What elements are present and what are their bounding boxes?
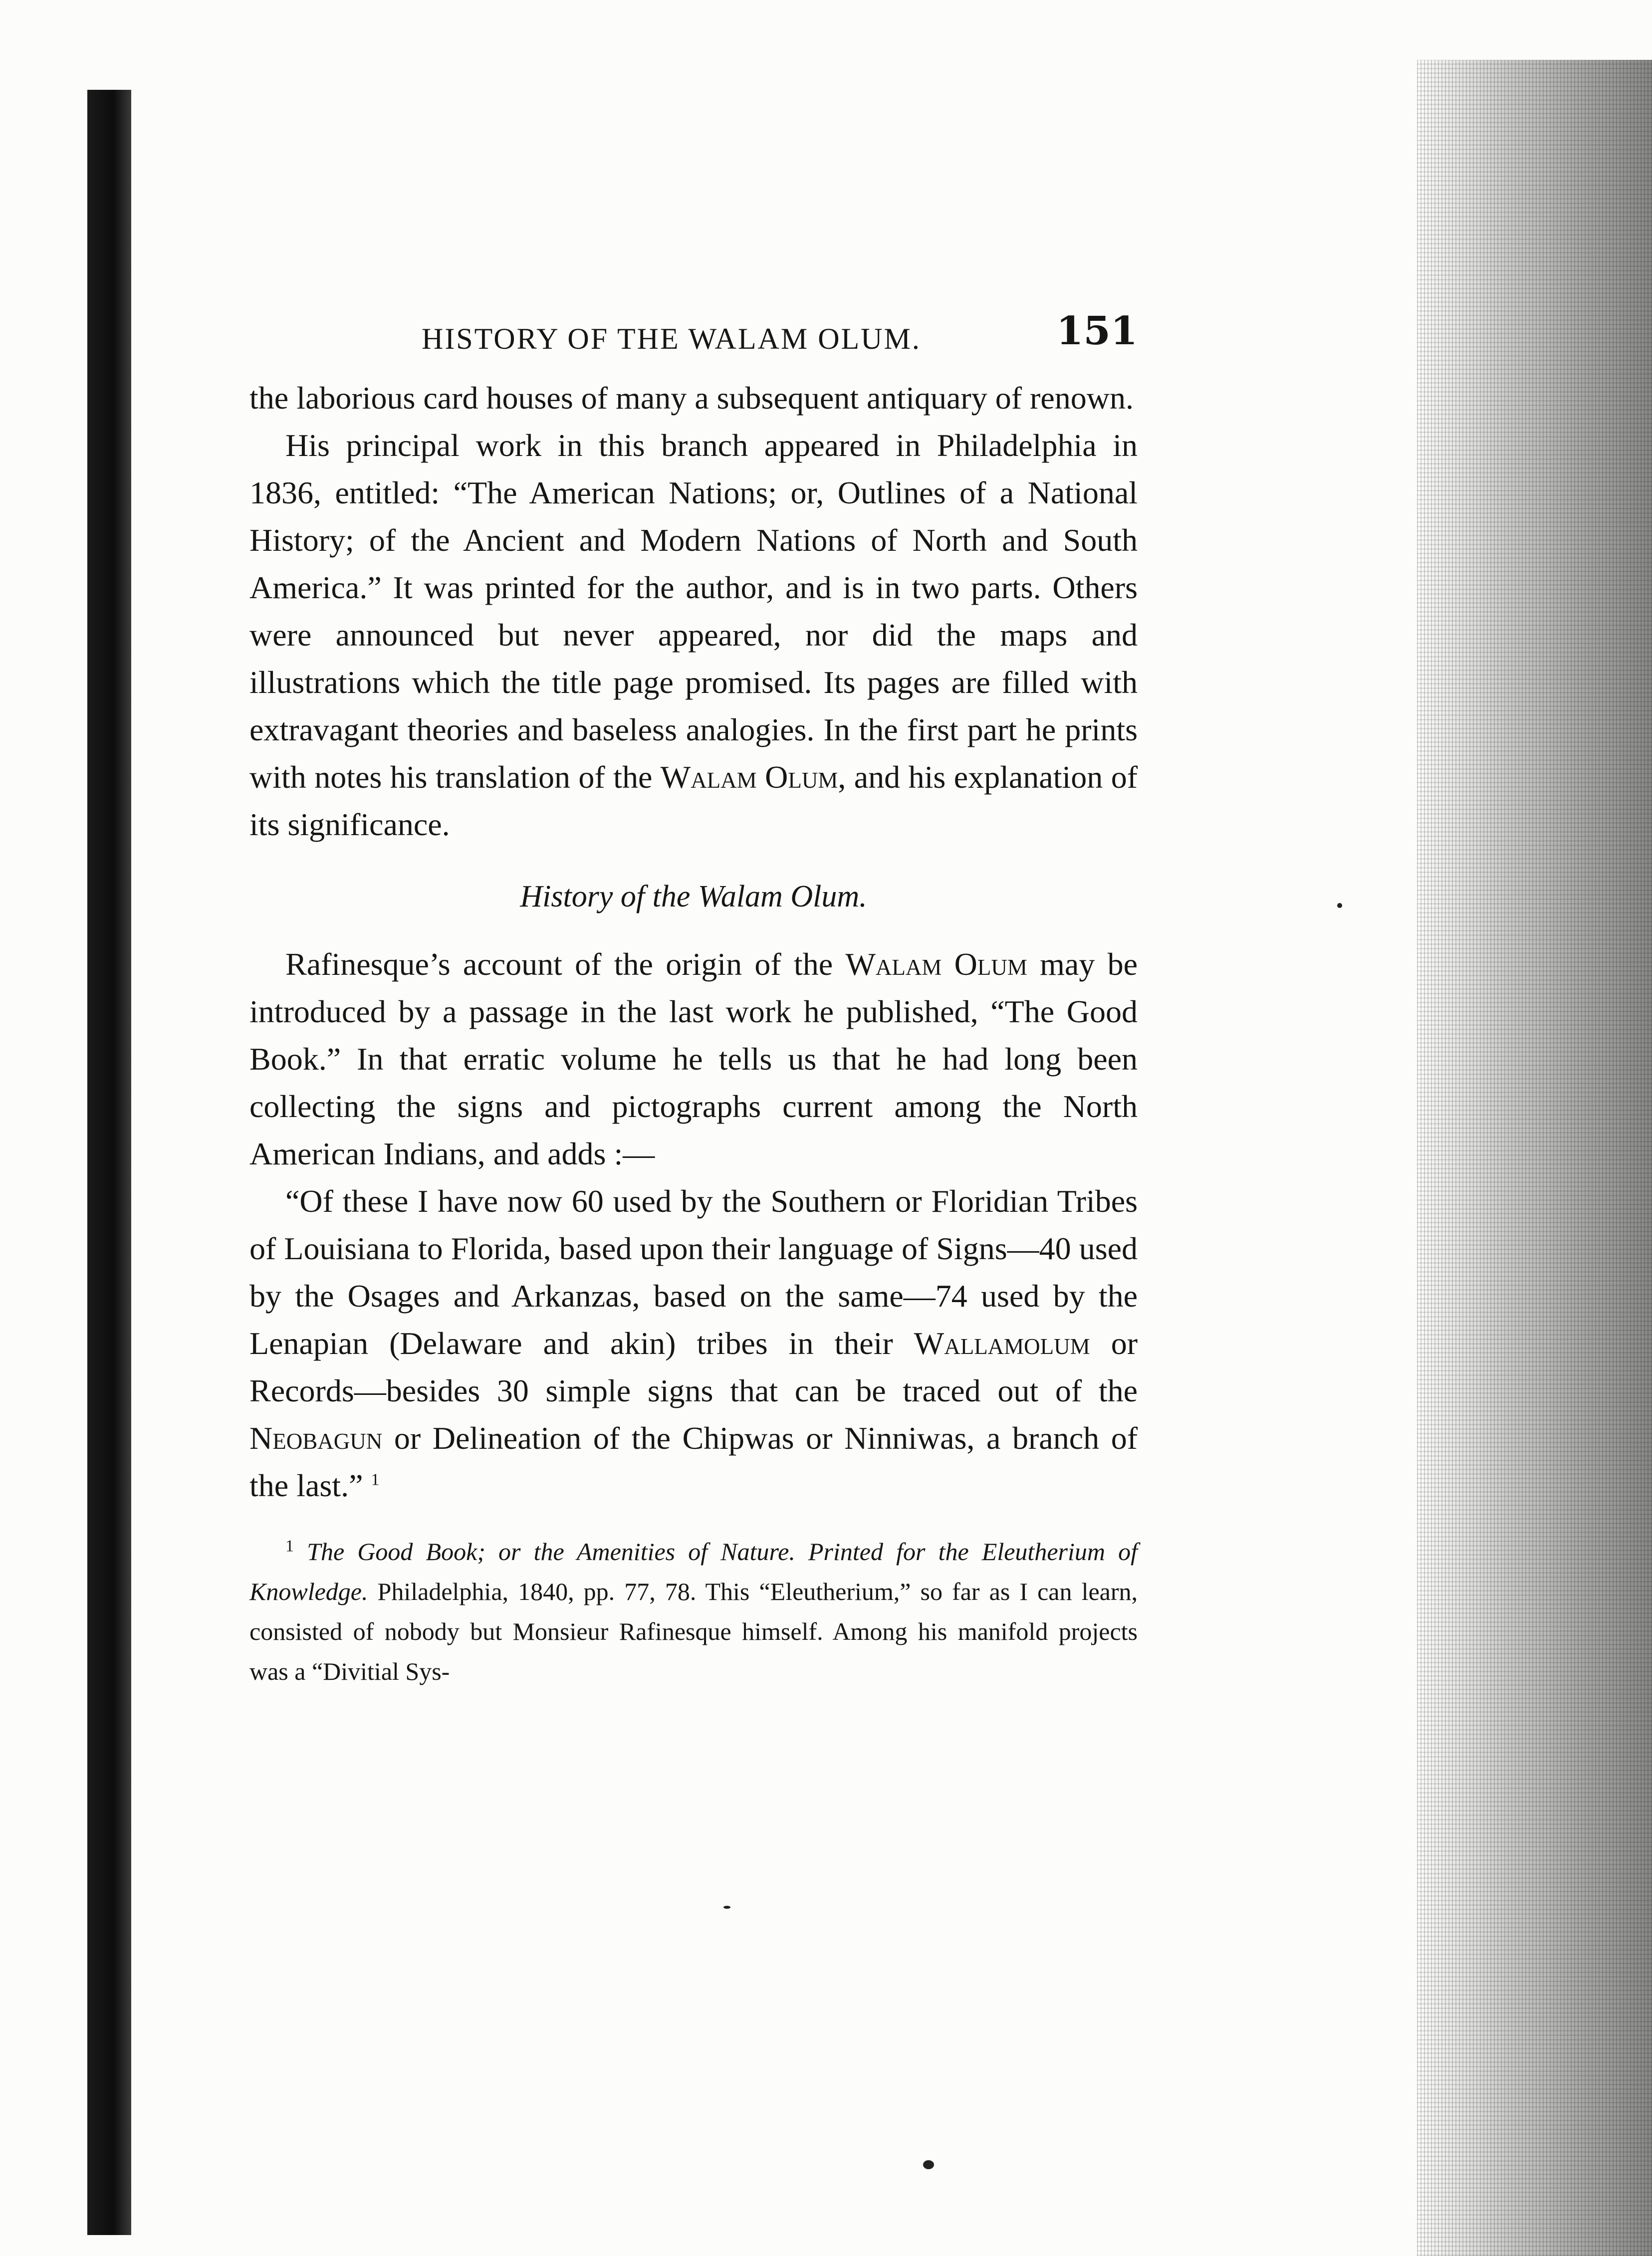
section-heading: History of the Walam Olum. — [520, 880, 867, 913]
paragraph-text-end: may be introduced by a passage in the last work he published, “The Good Book.” In that erratic volume he tells us that he had long been collecting the signs and pictographs current among the North American Indians, and adds :— — [249, 946, 1138, 1171]
body-text — [249, 374, 1138, 1509]
scan-speck — [1337, 903, 1342, 908]
scan-speck — [923, 2160, 934, 2169]
small-caps-title: Walam Olum — [845, 946, 1027, 982]
scan-page-edge — [1417, 60, 1652, 2256]
paragraph-continuation: the laborious card houses of many a subsequent antiquary of renown. — [249, 380, 1134, 416]
footnote-text: Philadelphia, 1840, pp. 77, 78. This “Eleutherium,” so far as I can learn, consisted of nobody but Monsieur Rafinesque himself. Among his manifold projects was a “Divitial Sys- — [249, 1578, 1138, 1685]
quote-text-end: or Delineation of the Chipwas or Ninniwas, a branch of the last.” — [249, 1420, 1138, 1503]
book-page — [249, 299, 1138, 1691]
footnote-book-title: The Good Book; or the Amenities of Nature. Printed for the Eleutherium of Knowledge. — [249, 1538, 1138, 1605]
running-head-title: HISTORY OF THE WALAM OLUM. — [422, 322, 921, 355]
block-quote — [249, 1177, 1138, 1509]
small-caps-neobagun: Neobagun — [249, 1420, 383, 1456]
footnote-reference[interactable]: 1 — [371, 1470, 380, 1489]
paragraph-text: His principal work in this branch appeared in Philadelphia in 1836, entitled: “The American Nations; or, Outlines of a National History; of the Ancient and Modern Nations of North and South America.” It was printed for the author, and is in two parts. Others were announced but never appeared, nor did the maps and illustrations which the title page promised. Its pages are filled with extravagant theories and baseless analogies. In the first part he prints with notes his translation of the — [249, 428, 1138, 795]
footnote — [249, 1532, 1138, 1691]
paragraph-text: Rafinesque’s account of the origin of the — [285, 946, 846, 982]
paragraph-origin — [249, 940, 1138, 1177]
scan-speck — [723, 1906, 730, 1909]
running-head — [249, 299, 1138, 374]
small-caps-wallamolum: Wallamolum — [914, 1326, 1090, 1361]
paragraph-text-end: , and his explanation of its significance. — [249, 759, 1138, 842]
quote-text: “Of these I have now 60 used by the Southern or Floridian Tribes of Louisiana to Florida, based upon their language of Signs—40 used by the Osages and Arkanzas, based on the same—74 used by the Lenapian (Delaware and akin) tribes in their — [249, 1183, 1138, 1361]
scan-binding-shadow — [87, 90, 131, 2235]
page-number: 151 — [1056, 308, 1138, 354]
small-caps-title: Walam Olum — [660, 759, 838, 795]
paragraph-principal-work — [249, 422, 1138, 848]
quote-text-mid: or Records—besides 30 simple signs that can be traced out of the — [249, 1326, 1138, 1408]
footnote-mark: 1 — [285, 1537, 294, 1556]
